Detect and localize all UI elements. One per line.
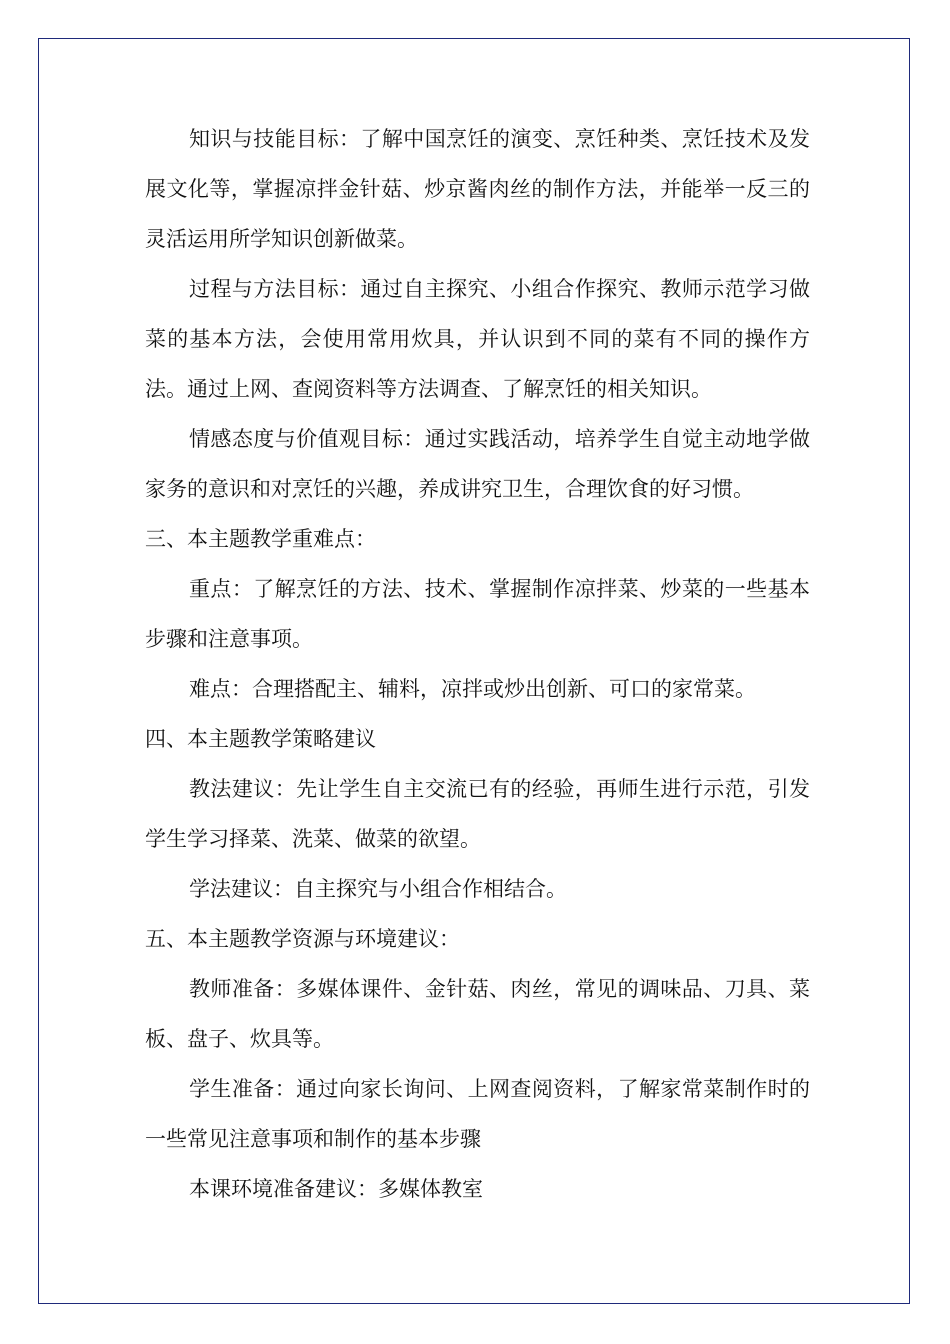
section-heading-resources: 五、本主题教学资源与环境建议： xyxy=(145,927,460,951)
teacher-preparation-paragraph: 教师准备：多媒体课件、金针菇、肉丝，常见的调味品、刀具、菜板、盘子、炊具等。 xyxy=(145,977,810,1051)
environment-preparation-paragraph: 本课环境准备建议：多媒体教室 xyxy=(189,1177,483,1201)
section-heading-key-points: 三、本主题教学重难点： xyxy=(145,527,376,551)
key-point-paragraph: 重点：了解烹饪的方法、技术、掌握制作凉拌菜、炒菜的一些基本步骤和注意事项。 xyxy=(145,577,810,651)
objective-emotion-paragraph: 情感态度与价值观目标：通过实践活动，培养学生自觉主动地学做家务的意识和对烹饪的兴趣，养成讲究卫生，合理饮食的好习惯。 xyxy=(145,427,810,501)
teaching-method-paragraph: 教法建议：先让学生自主交流已有的经验，再师生进行示范，引发学生学习择菜、洗菜、做菜的欲望。 xyxy=(145,777,810,851)
document-body xyxy=(145,114,810,1214)
difficult-point-paragraph: 难点：合理搭配主、辅料，凉拌或炒出创新、可口的家常菜。 xyxy=(189,677,756,701)
learning-method-paragraph: 学法建议：自主探究与小组合作相结合。 xyxy=(189,877,567,901)
objective-knowledge-paragraph: 知识与技能目标：了解中国烹饪的演变、烹饪种类、烹饪技术及发展文化等，掌握凉拌金针菇、炒京酱肉丝的制作方法，并能举一反三的灵活运用所学知识创新做菜。 xyxy=(145,127,810,251)
section-heading-strategy: 四、本主题教学策略建议 xyxy=(145,727,376,751)
student-preparation-paragraph: 学生准备：通过向家长询问、上网查阅资料，了解家常菜制作时的一些常见注意事项和制作的基本步骤 xyxy=(145,1077,810,1151)
objective-process-paragraph: 过程与方法目标：通过自主探究、小组合作探究、教师示范学习做菜的基本方法，会使用常用炊具，并认识到不同的菜有不同的操作方法。通过上网、查阅资料等方法调查、了解烹饪的相关知识。 xyxy=(145,277,810,401)
